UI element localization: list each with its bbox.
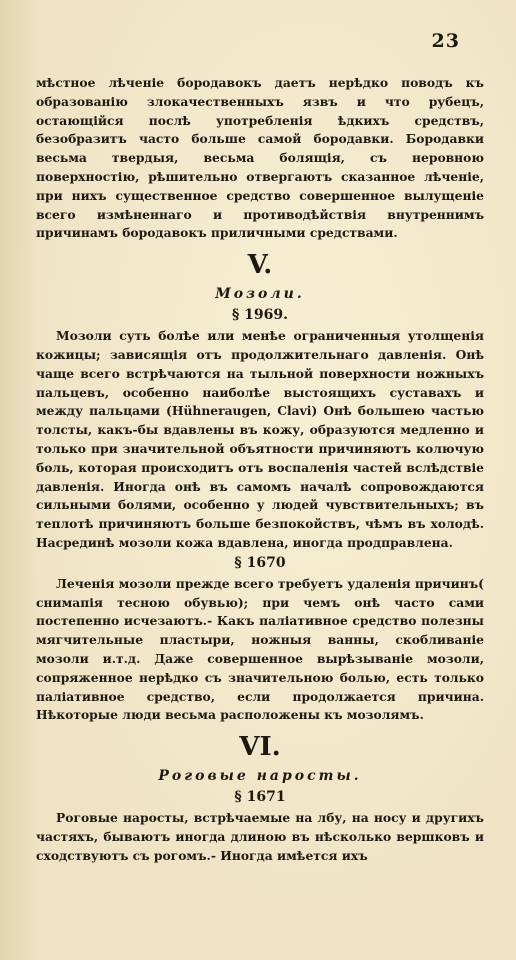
- paragraph-number: § 1969.: [231, 307, 289, 324]
- paragraph-number: § 1671: [234, 789, 286, 806]
- paragraph-text: Леченія мозоли прежде всего требуетъ удаленія причинъ( снимапія тесною обувью); при чемъ онѣ часто сами постепенно исчезаютъ.- Какъ паліативное средство полезны мягчительные пластыри, ножныя ванны, скобливаніе мозоли и.т.д. Даже совершенное вырѣзываніе мозоли, сопряженное нерѣдко съ значительною болью, есть только паліативное средство, если продолжается причина. Нѣкоторые люди весьма расположены къ мозолямъ.: [36, 575, 484, 723]
- paragraph-text: Роговые наросты, встрѣчаемые на лбу, на носу и другихъ частяхъ, бываютъ иногда длиною въ нѣсколько вершковъ и сходствуютъ съ рогомъ.- Иногда имѣется ихъ: [36, 810, 484, 863]
- section-roman-numeral: V.: [247, 250, 273, 281]
- section-roman-numeral: VI.: [239, 732, 281, 763]
- intro-paragraph: мѣстное лѣченіе бородавокъ даетъ нерѣдко поводъ къ образованію злокачественныхъ язвъ и что рубецъ, остающійся послѣ употребленія ѣдкихъ средствъ, безобразитъ часто больше самой бородавки. Бородавки весьма твердыя, весьма болящія, съ неровною поверхностію, рѣшительно отвергаютъ сказанное лѣченіе, при нихъ существенное средство совершенное вылущеніе всего измѣненнаго и противодѣйствія внутреннимъ причинамъ бородавокъ приличными средствами.: [36, 75, 484, 241]
- paragraph-text: Мозоли суть болѣе или менѣе ограниченныя утолщенія кожицы; зависящія отъ продолжительнаго давленія. Онѣ чаще всего встрѣчаются на тыльной поверхности ножныхъ пальцевъ, особенно наиболѣе выстоящихъ суставахъ и между пальцами (Hühneraugen, Clavi) Онѣ большею частью толсты, какъ-бы вдавлены въ кожу, образуются медленно и только при значительной объятности причиняютъ колючую боль, которая происходитъ отъ воспаленія частей вслѣдствіе давленія. Иногда онѣ въ самомъ началѣ сопровождаются сильными болями, особенно у людей чувствительныхъ; въ теплотѣ причиняютъ больше безпокойствъ, чѣмъ въ холодѣ. Насрединѣ мозоли кожа вдавлена, иногда продправлена.: [36, 328, 484, 550]
- section-title: Роговые наросты.: [158, 768, 362, 785]
- paragraph-number: § 1670: [234, 554, 286, 571]
- section-title: Мозоли.: [215, 286, 305, 303]
- page-body: [36, 74, 484, 866]
- page-number: 23: [431, 30, 460, 52]
